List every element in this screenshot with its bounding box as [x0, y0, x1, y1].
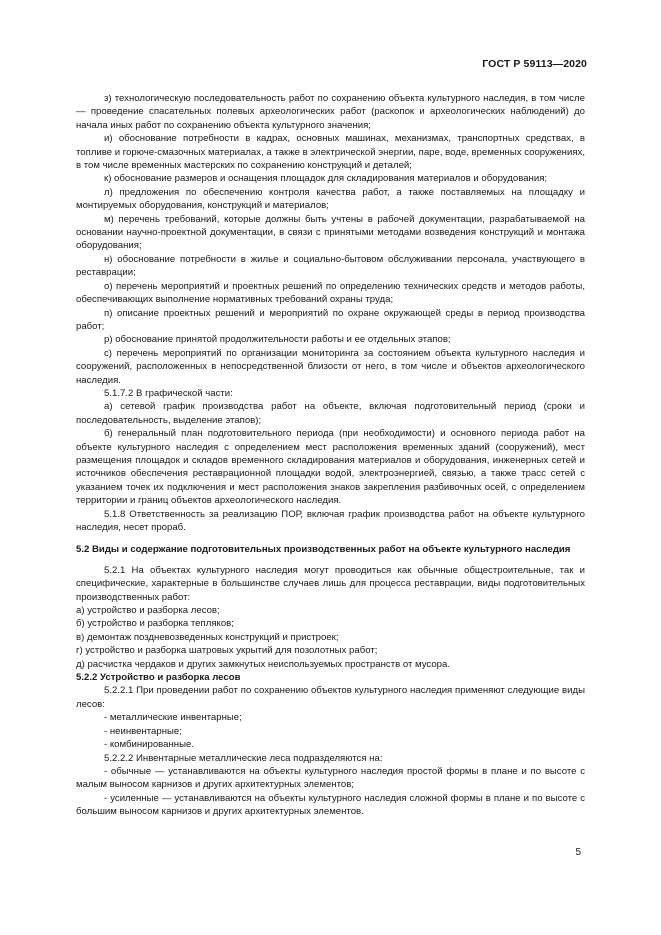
paragraph: 5.2.2.1 При проведении работ по сохранению объектов культурного наследия применяют следующие виды лесов: [76, 685, 585, 710]
section-heading: 5.2 Виды и содержание подготовительных производственных работ на объекте культурного наследия [76, 544, 571, 556]
paragraph: з) технологическую последовательность работ по сохранению объекта культурного наследия, в том числе — проведение спасательных полевых археологических работ (раскопок и археологических наблюдений) до начала иных работ по сохранению объекта культурного значения; [76, 93, 585, 131]
page-number: 5 [575, 847, 581, 858]
list-item: - обычные — устанавливаются на объекты культурного наследия простой формы в плане и по высоте с малым выносом карнизов и других архитектурных элементов; [76, 765, 585, 791]
standard-designation: ГОСТ Р 59113—2020 [482, 58, 587, 70]
paragraph: а) сетевой график производства работ на объекте, включая подготовительный период (сроки и последовательность, выделение этапов); [76, 401, 585, 426]
paragraph: м) перечень требований, которые должны быть учтены в рабочей документации, разрабатываемой на основании научно-проектной документации, в связи с принятыми методами возведения конструкций и монтажа оборудования; [76, 213, 585, 252]
list-item: а) устройство и разборка лесов; [76, 605, 220, 617]
paragraph: 5.2.2.2 Инвентарные металлические леса подразделяются на: [104, 752, 383, 764]
list-item: б) устройство и разборка тепляков; [76, 618, 234, 630]
paragraph: б) генеральный план подготовительного периода (при необходимости) и основного периода работ на объекте культурного наследия с определением мест расположения временных зданий (сооружений), мест размещения площадок и складов временного складирования материалов и оборудования, инженерных сетей и источников обеспечения реставрационной площадки водой, электроэнергией, связью, а также трасс сетей с указанием точек их подключения и мест расположения знаков закрепления разбивочных осей, с определением территории и границ объектов археологического наследия. [76, 428, 585, 507]
list-item: - комбинированные. [104, 739, 194, 751]
paragraph: 5.1.7.2 В графической части: [104, 387, 233, 399]
subsection-heading: 5.2.2 Устройство и разборка лесов [76, 672, 241, 684]
paragraph: н) обоснование потребности в жилье и социально-бытовом обслуживании персонала, участвующего в реставрации; [76, 253, 585, 279]
paragraph: о) перечень мероприятий и проектных решений по определению технических средств и методов работы, обеспечивающих выполнение нормативных требований охраны труда; [76, 280, 585, 306]
paragraph: к) обоснование размеров и оснащения площадок для складирования материалов и оборудования; [104, 173, 548, 185]
list-item: - усиленные — устанавливаются на объекты культурного наследия сложной формы в плане и по высоте с большим выносом карнизов и других архитектурных элементов. [76, 792, 585, 818]
page-content [76, 92, 585, 819]
list-item: - неинвентарные; [104, 725, 182, 737]
paragraph: р) обоснование принятой продолжительности работы и ее отдельных этапов; [104, 334, 451, 346]
list-item: д) расчистка чердаков и других замкнутых неиспользуемых пространств от мусора. [76, 658, 451, 670]
paragraph: и) обоснование потребности в кадрах, основных машинах, механизмах, транспортных средствах, в топливе и горюче-смазочных материалах, а также в электрической энергии, паре, воде, временных сооружениях, в том числе временных мастерских по сохранению конструкций и деталей; [76, 133, 585, 172]
paragraph: с) перечень мероприятий по организации мониторинга за состоянием объекта культурного наследия и сооружений, расположенных в непосредственной близости от него, в том числе и объектов археологического наследия. [76, 347, 585, 386]
paragraph: п) описание проектных решений и мероприятий по охране окружающей среды в период производства работ; [76, 307, 585, 332]
list-item: г) устройство и разборка шатровых укрытий для позолотных работ; [76, 645, 378, 657]
paragraph: л) предложения по обеспечению контроля качества работ, а также поставляемых на площадку и монтируемых оборудования, конструкций и материалов; [76, 186, 585, 212]
paragraph: 5.2.1 На объектах культурного наследия могут проводиться как обычные общестроительные, так и специфические, характерные в большинстве случаев лишь для процесса реставрации, виды подготовительных производственных работ: [76, 564, 585, 603]
list-item: - металлические инвентарные; [104, 712, 242, 724]
list-item: в) демонтаж поздневозведенных конструкций и пристроек; [76, 631, 339, 643]
paragraph: 5.1.8 Ответственность за реализацию ПОР, включая график производства работ на объекте культурного наследия, несет прораб. [76, 508, 585, 533]
